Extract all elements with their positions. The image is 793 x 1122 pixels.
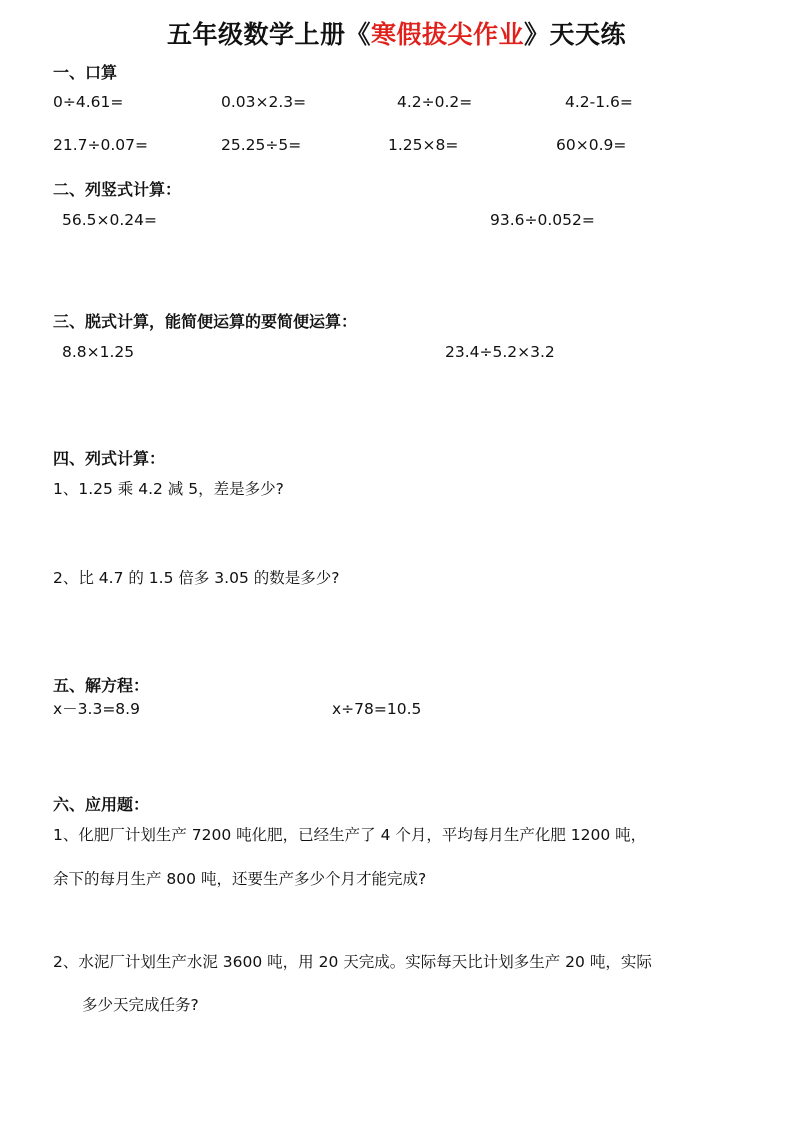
expression-problem: 1、1.25 乘 4.2 减 5，差是多少? <box>53 480 284 498</box>
title-highlight: 寒假拔尖作业 <box>370 20 524 49</box>
oral-problem: 4.2-1.6= <box>565 93 633 111</box>
word-problem-line: 余下的每月生产 800 吨，还要生产多少个月才能完成? <box>53 870 427 888</box>
title-suffix: 》天天练 <box>524 20 627 49</box>
oral-problem: 1.25×8= <box>388 136 459 154</box>
title-prefix: 五年级数学上册《 <box>166 20 371 49</box>
stepwise-problem: 8.8×1.25 <box>62 343 135 361</box>
oral-problem: 4.2÷0.2= <box>397 93 473 111</box>
section-heading-stepwise: 三、脱式计算，能简便运算的要简便运算： <box>53 312 358 331</box>
equation-problem: x÷78=10.5 <box>332 700 422 718</box>
vertical-problem: 56.5×0.24= <box>62 211 157 229</box>
worksheet-title <box>0 22 793 47</box>
section-heading-word-problems: 六、应用题： <box>53 795 150 814</box>
section-heading-vertical: 二、列竖式计算： <box>53 180 182 199</box>
word-problem-line: 2、水泥厂计划生产水泥 3600 吨，用 20 天完成。实际每天比计划多生产 20 吨，实际 <box>53 953 652 971</box>
equation-problem: x－3.3=8.9 <box>53 700 140 718</box>
stepwise-problem: 23.4÷5.2×3.2 <box>445 343 555 361</box>
oral-problem: 0÷4.61= <box>53 93 124 111</box>
section-heading-equations: 五、解方程： <box>53 676 150 695</box>
section-heading-oral: 一、口算 <box>53 63 118 82</box>
section-heading-expression: 四、列式计算： <box>53 449 166 468</box>
word-problem-line: 多少天完成任务? <box>82 996 199 1014</box>
expression-problem: 2、比 4.7 的 1.5 倍多 3.05 的数是多少? <box>53 569 340 587</box>
oral-problem: 0.03×2.3= <box>221 93 307 111</box>
vertical-problem: 93.6÷0.052= <box>490 211 595 229</box>
oral-problem: 25.25÷5= <box>221 136 302 154</box>
oral-problem: 21.7÷0.07= <box>53 136 148 154</box>
oral-problem: 60×0.9= <box>556 136 627 154</box>
word-problem-line: 1、化肥厂计划生产 7200 吨化肥，已经生产了 4 个月，平均每月生产化肥 1200 吨， <box>53 826 647 844</box>
